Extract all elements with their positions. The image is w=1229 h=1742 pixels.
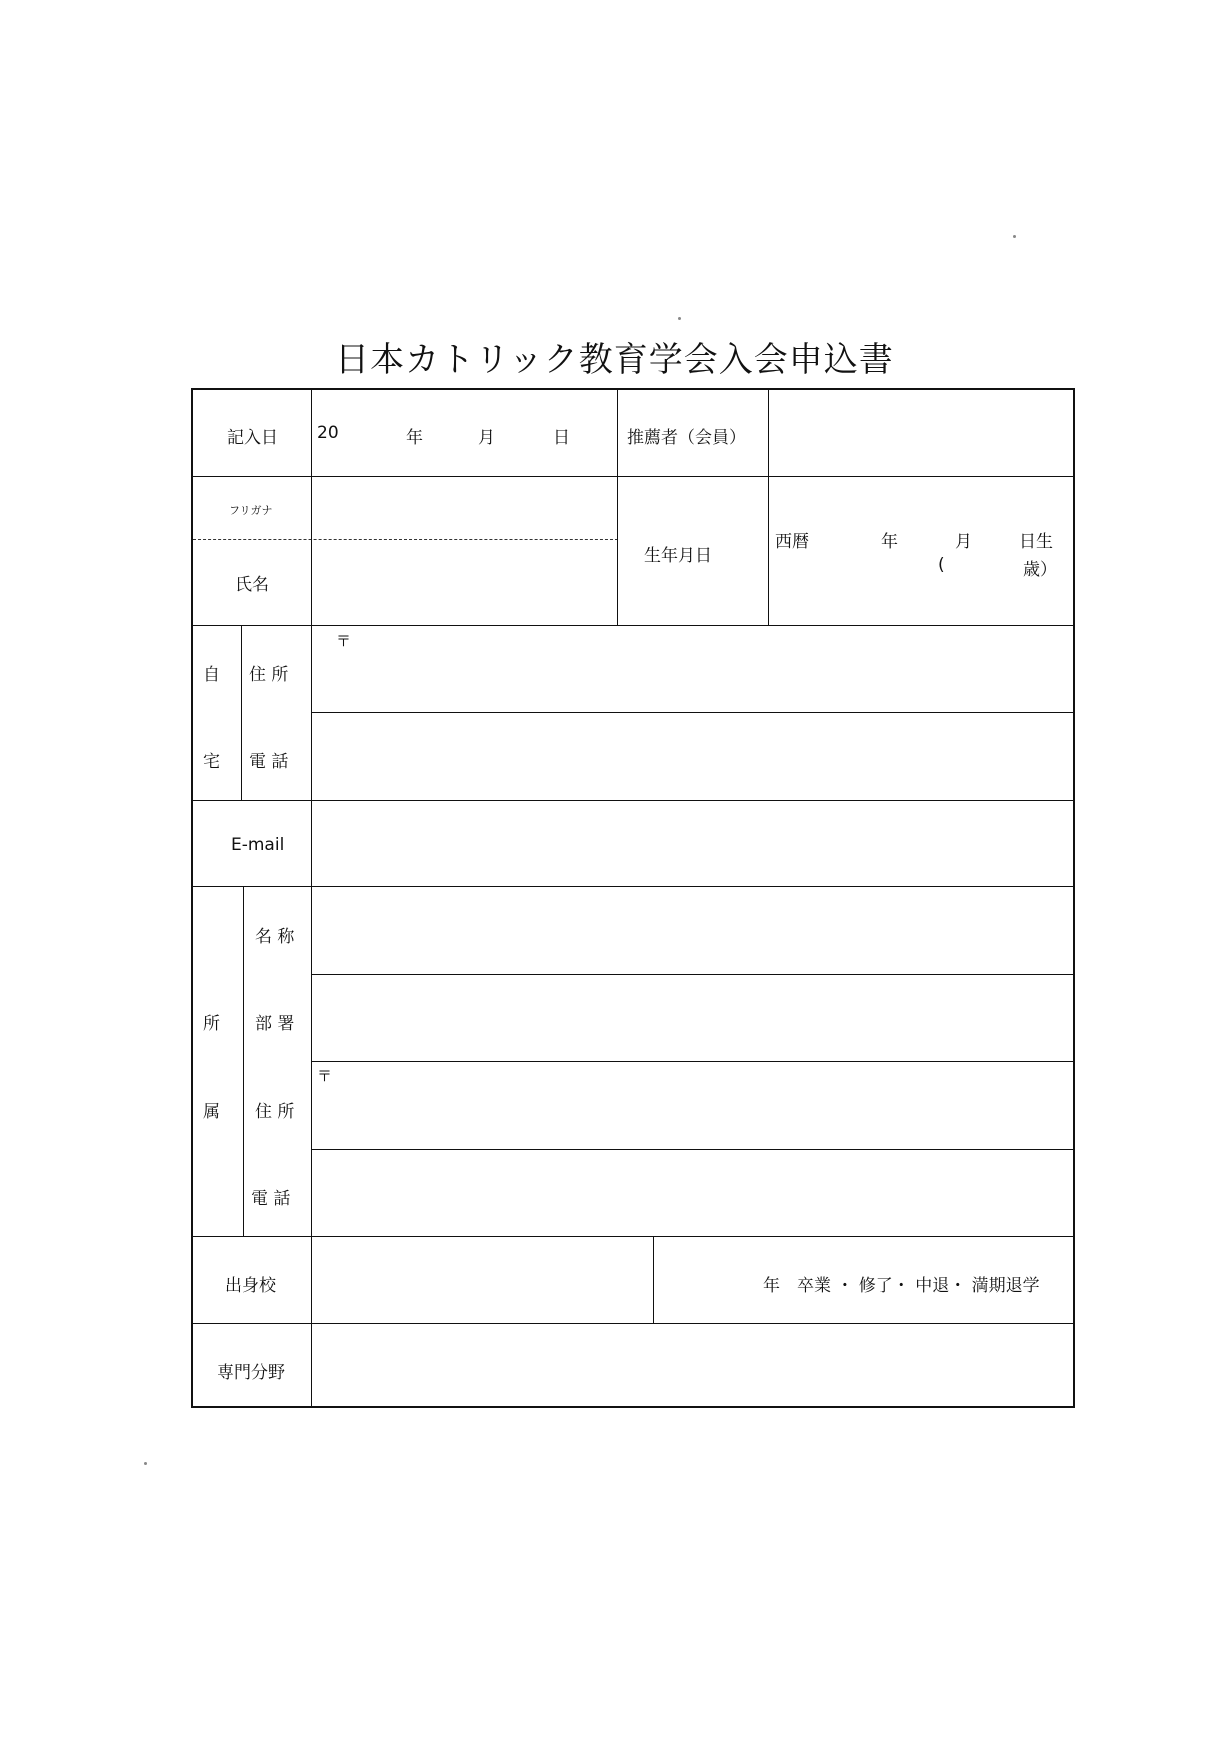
row-divider: [311, 1061, 1073, 1062]
date-month-unit: 月: [478, 428, 495, 448]
home-address-label: 住 所: [249, 665, 289, 685]
row-divider: [193, 1323, 1073, 1324]
home-side-divider: [241, 625, 242, 800]
email-label: E-mail: [231, 835, 285, 855]
scan-speck: [678, 317, 681, 320]
birth-year-unit: 年: [881, 532, 898, 552]
email-input[interactable]: [319, 810, 1068, 880]
furigana-input[interactable]: [319, 486, 613, 532]
recommender-input[interactable]: [777, 410, 1066, 458]
org-dept-input[interactable]: [319, 984, 1068, 1056]
age-close: 歳）: [1023, 560, 1057, 580]
org-phone-input[interactable]: [319, 1158, 1068, 1230]
column-divider: [617, 390, 618, 625]
scan-speck: [144, 1462, 147, 1465]
org-phone-label: 電 話: [251, 1189, 291, 1209]
date-prefix: 20: [317, 423, 339, 443]
specialty-label: 専門分野: [217, 1363, 285, 1383]
date-year-unit: 年: [406, 428, 423, 448]
home-side-bottom: 宅: [203, 752, 220, 772]
org-address-label: 住 所: [255, 1102, 295, 1122]
affiliation-side-divider: [243, 886, 244, 1236]
school-label: 出身校: [225, 1276, 276, 1296]
row-divider: [193, 625, 1073, 626]
row-divider: [193, 476, 1073, 477]
birth-month-unit: 月: [955, 532, 972, 552]
birth-era: 西暦: [775, 532, 809, 552]
furigana-divider: [193, 539, 618, 540]
scan-speck: [1013, 235, 1016, 238]
home-phone-label: 電 話: [249, 752, 289, 772]
row-divider: [193, 886, 1073, 887]
page-title: 日本カトリック教育学会入会申込書: [335, 340, 894, 380]
row-divider: [311, 974, 1073, 975]
recommender-label: 推薦者（会員）: [627, 428, 746, 448]
application-form: [191, 388, 1075, 1408]
home-phone-input[interactable]: [319, 722, 1068, 794]
school-divider: [653, 1236, 654, 1323]
name-input[interactable]: [319, 550, 613, 618]
home-postal-mark: 〒: [336, 632, 352, 650]
specialty-input[interactable]: [319, 1333, 1068, 1401]
school-input[interactable]: [319, 1246, 649, 1318]
birth-label: 生年月日: [644, 546, 712, 566]
name-label: 氏名: [235, 575, 269, 595]
org-dept-label: 部 署: [255, 1014, 295, 1034]
affiliation-side-bottom: 属: [203, 1102, 220, 1122]
affiliation-side-top: 所: [203, 1014, 220, 1034]
org-name-input[interactable]: [319, 896, 1068, 968]
row-divider: [311, 712, 1073, 713]
label-column-divider: [311, 390, 312, 1406]
row-divider: [311, 1149, 1073, 1150]
birth-day-unit: 日生: [1019, 532, 1053, 552]
age-open: (: [938, 555, 945, 575]
column-divider: [768, 390, 769, 625]
org-postal-mark: 〒: [317, 1067, 333, 1085]
date-label: 記入日: [227, 428, 278, 448]
furigana-label: フリガナ: [229, 504, 273, 517]
row-divider: [193, 1236, 1073, 1237]
org-address-input[interactable]: [319, 1090, 1068, 1144]
row-divider: [193, 800, 1073, 801]
org-name-label: 名 称: [255, 927, 295, 947]
home-address-input[interactable]: [319, 652, 1068, 704]
graduation-status: 年 卒業 ・ 修了・ 中退・ 満期退学: [763, 1276, 1040, 1296]
home-side-top: 自: [203, 665, 220, 685]
date-day-unit: 日: [553, 428, 570, 448]
